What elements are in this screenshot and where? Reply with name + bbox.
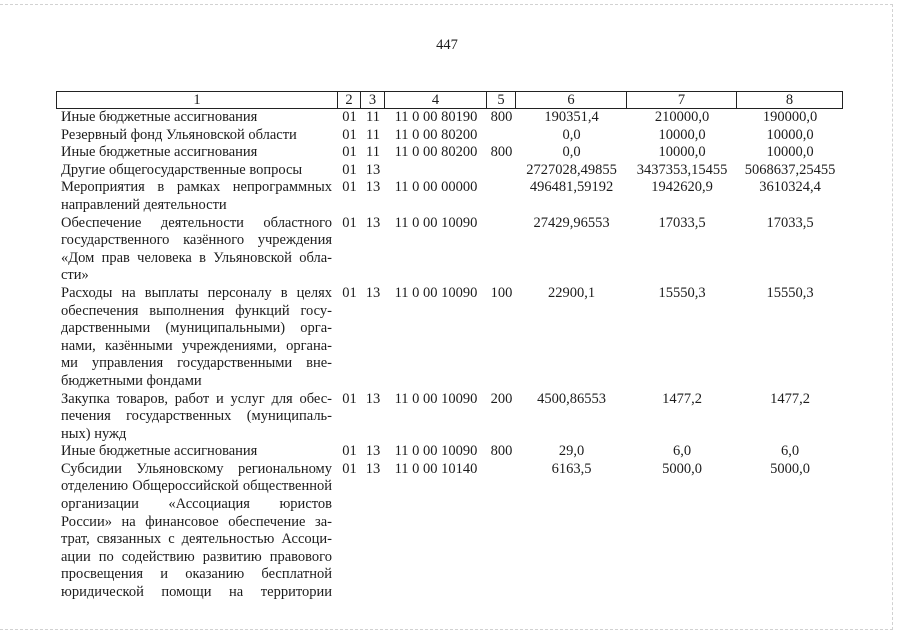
cell-col6: 0,0 <box>562 126 581 143</box>
cell-col4 <box>385 162 487 180</box>
cell-col3: 13 <box>365 179 381 196</box>
cell-col3: 11 <box>366 126 380 143</box>
row-name-line: Субсидии Ульяновскому региональному <box>61 460 332 477</box>
table-row <box>56 285 843 391</box>
header-col8: 8 <box>737 92 843 108</box>
row-name-line: сти» <box>61 267 89 284</box>
cell-col3: 11 <box>366 144 380 161</box>
cell-col3: 13 <box>365 460 381 477</box>
row-name-line: Мероприятия в рамках непрограммных <box>61 179 332 196</box>
row-name-line: нами, казёнными учреждениями, органа- <box>61 337 332 354</box>
row-name-line: трат, связанных с деятельностью Ассоци- <box>61 531 332 548</box>
row-name-line: отделению Общероссийской общественной <box>61 478 332 495</box>
table-row <box>56 144 843 162</box>
row-name-line: «Дом прав человека в Ульяновской обла- <box>61 249 332 266</box>
table-row <box>56 179 843 214</box>
cell-col6: 496481,59192 <box>529 179 614 196</box>
cell-col2: 01 <box>342 460 357 477</box>
cell-col7: 10000,0 <box>658 144 706 161</box>
cell-col2: 01 <box>342 390 357 407</box>
cell-col8: 3610324,4 <box>759 179 821 196</box>
cell-col4: 11 0 00 80190 <box>394 109 478 125</box>
cell-col5 <box>487 215 516 285</box>
cell-col8: 6,0 <box>780 443 800 460</box>
cell-col6: 2727028,49855 <box>526 161 617 178</box>
table-row <box>56 162 843 180</box>
header-col6: 6 <box>516 92 627 108</box>
cell-col3: 13 <box>365 443 381 460</box>
cell-col5 <box>487 179 516 214</box>
header-col4: 4 <box>385 92 487 108</box>
row-name-line: юридической помощи на территории <box>61 584 332 601</box>
cell-col4: 11 0 00 10090 <box>394 443 478 460</box>
cell-col5: 100 <box>490 284 513 301</box>
cell-col5: 800 <box>490 109 513 125</box>
row-name-line: ных) нужд <box>61 425 127 442</box>
cell-col7: 3437353,15455 <box>636 161 728 178</box>
row-name-cell <box>56 443 338 461</box>
cell-col3: 13 <box>365 284 381 301</box>
cell-col7: 1942620,9 <box>651 179 713 196</box>
cell-col6: 6163,5 <box>551 460 592 477</box>
cell-col5 <box>487 162 516 180</box>
cell-col6: 22900,1 <box>547 284 596 301</box>
cell-col2: 01 <box>342 443 357 460</box>
cell-col2: 01 <box>342 161 357 178</box>
cell-col3: 11 <box>366 109 380 125</box>
cell-col4: 11 0 00 80200 <box>394 144 478 161</box>
row-name-line: Иные бюджетные ассигнования <box>61 144 258 161</box>
cell-col2: 01 <box>342 214 357 231</box>
cell-col7: 15550,3 <box>658 284 706 301</box>
table-row <box>56 127 843 145</box>
row-name-line: просвещения и оказанию бесплатной <box>61 566 332 583</box>
row-name-line: России» на финансовое обеспечение за- <box>61 513 332 530</box>
cell-col7: 1477,2 <box>662 390 702 407</box>
row-name-line: дарственными (муниципальными) орга- <box>61 320 332 337</box>
row-name-line: Обеспечение деятельности областного <box>61 214 332 231</box>
row-name-cell <box>56 179 338 214</box>
cell-col7: 210000,0 <box>654 109 710 125</box>
row-name-cell <box>56 285 338 391</box>
cell-col5 <box>487 461 516 602</box>
cell-col7: 17033,5 <box>658 214 706 231</box>
cell-col2: 01 <box>342 179 357 196</box>
table-row <box>56 109 843 127</box>
cell-col2: 01 <box>342 126 357 143</box>
cell-col8: 10000,0 <box>766 144 814 161</box>
row-name-cell <box>56 461 338 602</box>
row-name-line: Иные бюджетные ассигнования <box>61 109 258 125</box>
cell-col3: 13 <box>365 390 381 407</box>
row-name-line: Расходы на выплаты персоналу в целях <box>61 284 332 301</box>
cell-col6: 4500,86553 <box>537 390 606 407</box>
row-name-line: Закупка товаров, работ и услуг для обес- <box>61 390 332 407</box>
table-row <box>56 443 843 461</box>
cell-col6: 29,0 <box>558 443 585 460</box>
row-name-cell <box>56 109 338 127</box>
header-col7: 7 <box>627 92 737 108</box>
row-name-line: направлений деятельности <box>61 196 227 213</box>
cell-col8: 10000,0 <box>766 126 814 143</box>
cell-col3: 13 <box>365 161 381 178</box>
cell-col4: 11 0 00 80200 <box>394 126 478 143</box>
cell-col4: 11 0 00 00000 <box>394 179 478 196</box>
row-name-line: печения государственных (муниципаль- <box>61 408 332 425</box>
cell-col6: 0,0 <box>562 144 581 161</box>
table-header-row <box>56 91 843 109</box>
cell-col4: 11 0 00 10090 <box>394 390 478 407</box>
cell-col6: 190351,4 <box>544 109 599 125</box>
cell-col6: 27429,96553 <box>533 214 610 231</box>
row-name-line: ации по содействию развитию правового <box>61 548 332 565</box>
cell-col8: 5000,0 <box>770 460 810 477</box>
row-name-line: Резервный фонд Ульяновской области <box>61 126 297 143</box>
row-name-cell <box>56 162 338 180</box>
row-name-cell <box>56 144 338 162</box>
row-name-line: Другие общегосударственные вопросы <box>61 161 303 178</box>
header-col2: 2 <box>338 92 361 108</box>
cell-col8: 5068637,25455 <box>744 161 836 178</box>
cell-col5: 800 <box>490 443 513 460</box>
row-name-line: государственного казённого учреждения <box>61 232 332 249</box>
row-name-cell <box>56 391 338 444</box>
header-col3: 3 <box>361 92 385 108</box>
row-name-line: ми управления государственными вне- <box>61 355 332 372</box>
page-number: 447 <box>436 37 458 53</box>
cell-col4: 11 0 00 10090 <box>394 214 478 231</box>
row-name-line: обеспечения выполнения функций госу- <box>61 302 332 319</box>
cell-col7: 10000,0 <box>658 126 706 143</box>
cell-col8: 15550,3 <box>766 284 814 301</box>
cell-col4: 11 0 00 10140 <box>394 460 478 477</box>
cell-col7: 6,0 <box>672 443 692 460</box>
cell-col7: 5000,0 <box>662 460 702 477</box>
cell-col4: 11 0 00 10090 <box>394 284 478 301</box>
cell-col2: 01 <box>342 284 357 301</box>
header-col1: 1 <box>56 92 338 108</box>
cell-col5: 200 <box>490 390 513 407</box>
cell-col3: 13 <box>365 214 381 231</box>
row-name-cell <box>56 127 338 145</box>
table-row <box>56 391 843 444</box>
table-row <box>56 461 843 602</box>
table-row <box>56 215 843 285</box>
cell-col8: 190000,0 <box>762 109 818 125</box>
cell-col8: 17033,5 <box>766 214 814 231</box>
row-name-cell <box>56 215 338 285</box>
cell-col2: 01 <box>342 144 357 161</box>
cell-col5 <box>487 127 516 145</box>
header-col5: 5 <box>487 92 516 108</box>
row-name-line: бюджетными фондами <box>61 372 202 389</box>
budget-table <box>56 91 843 602</box>
row-name-line: Иные бюджетные ассигнования <box>61 443 258 460</box>
cell-col2: 01 <box>342 109 357 125</box>
cell-col8: 1477,2 <box>770 390 810 407</box>
row-name-line: организации «Ассоциация юристов <box>61 496 332 513</box>
cell-col5: 800 <box>490 144 513 161</box>
